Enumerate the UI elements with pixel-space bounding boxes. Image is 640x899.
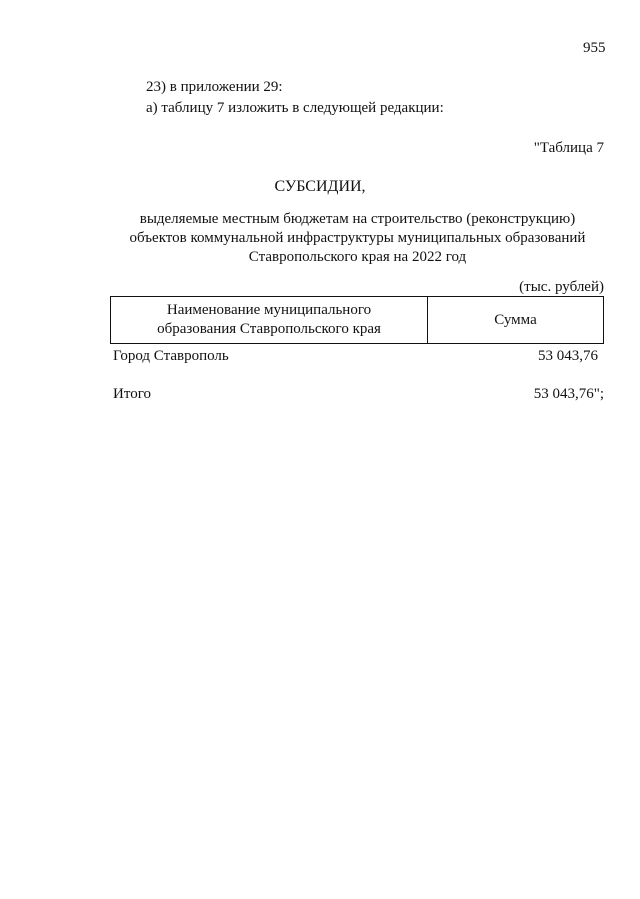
subtitle-line: Ставропольского края на 2022 год <box>248 249 467 265</box>
column-header-name-line: Наименование муниципального <box>166 302 372 318</box>
total-row-value: 53 043,76"; <box>533 386 604 402</box>
page-number: 955 <box>583 40 606 56</box>
intro-item-number: 23) в приложении 29: <box>146 79 283 95</box>
table-row-value: 53 043,76 <box>538 348 598 364</box>
subtitle-line: выделяемые местным бюджетам на строительство (реконструкцию) <box>139 211 576 227</box>
table-row-name: Город Ставрополь <box>113 348 229 364</box>
subtitle-line: объектов коммунальной инфраструктуры муниципальных образований <box>129 230 586 246</box>
units-label: (тыс. рублей) <box>519 279 604 295</box>
table-label: "Таблица 7 <box>533 140 604 156</box>
column-header-name-line: образования Ставропольского края <box>157 321 381 337</box>
column-header-name <box>111 297 428 343</box>
total-row-name: Итого <box>113 386 151 402</box>
column-header-sum: Сумма <box>494 311 537 328</box>
table-header <box>110 296 604 344</box>
document-subtitle <box>0 210 640 267</box>
document-heading: СУБСИДИИ, <box>274 178 366 195</box>
intro-instruction: а) таблицу 7 изложить в следующей редакции: <box>146 100 444 116</box>
